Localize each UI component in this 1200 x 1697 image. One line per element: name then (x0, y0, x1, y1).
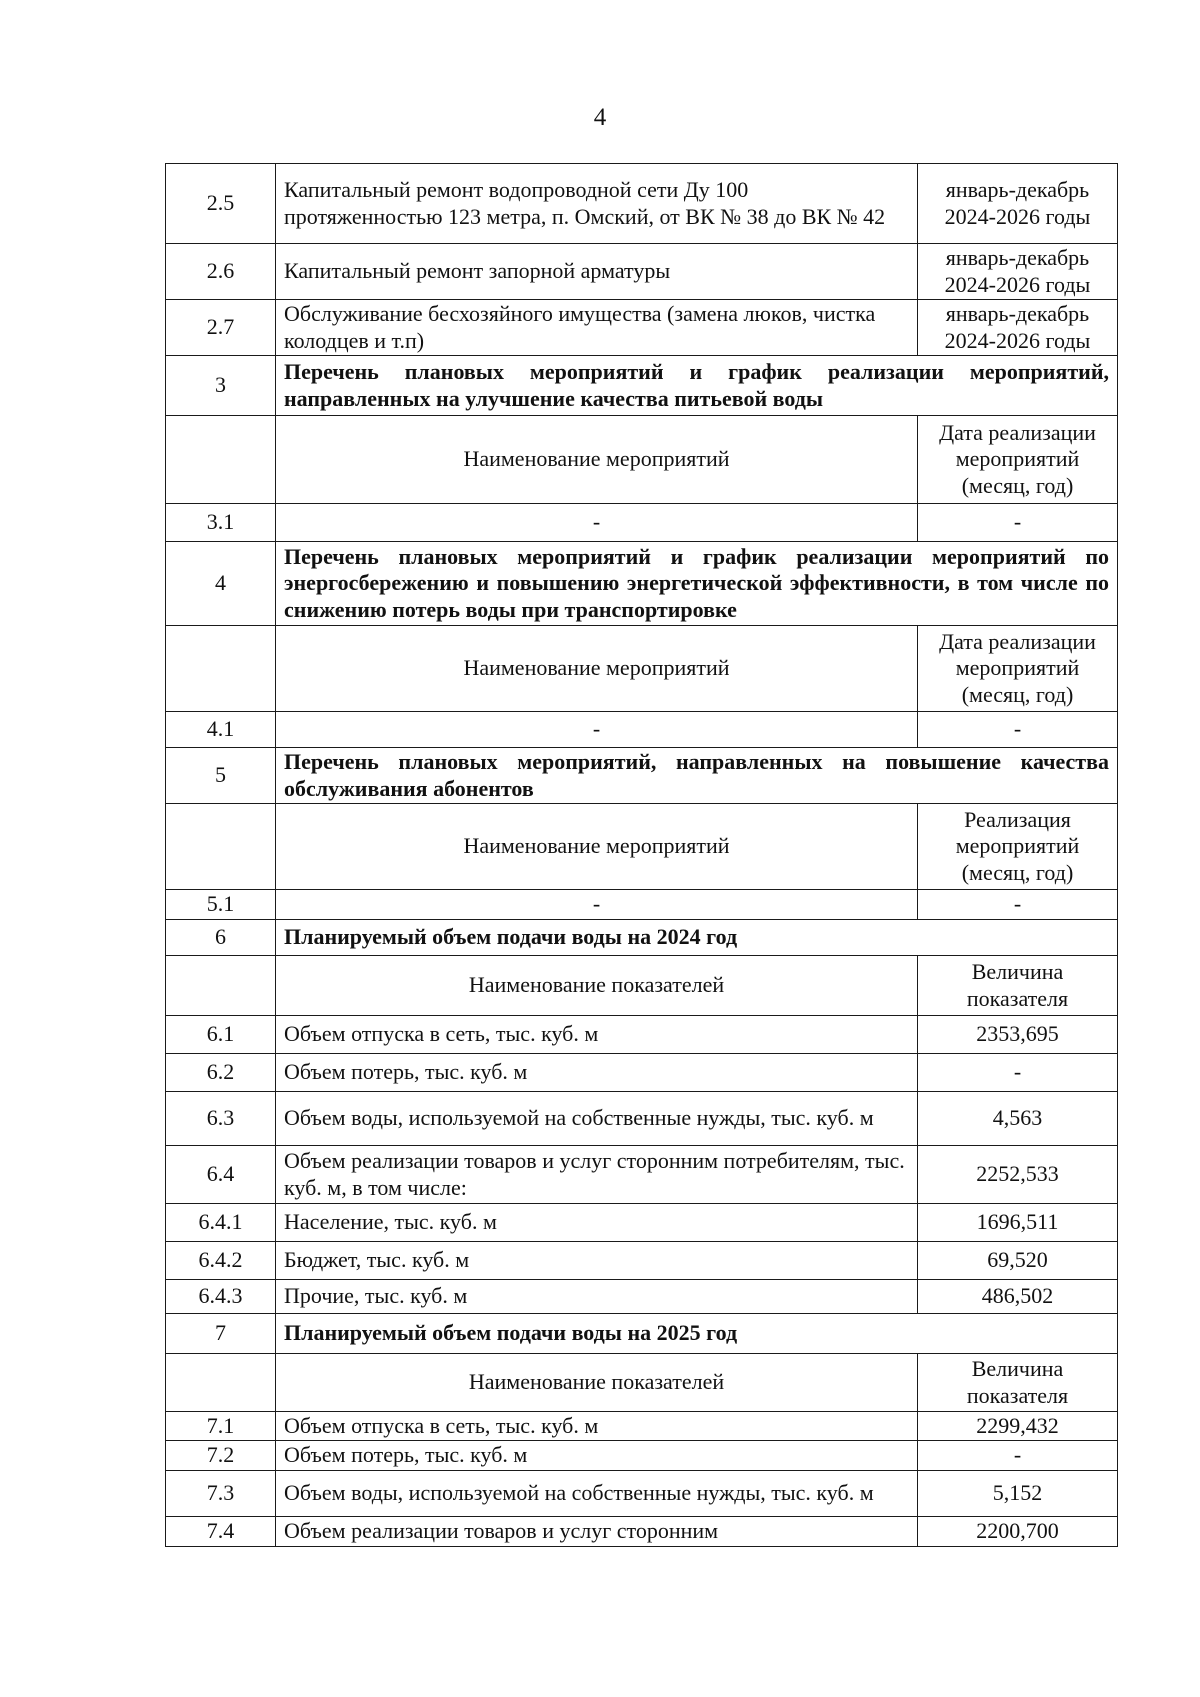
empty-number-cell (166, 956, 276, 1016)
item-name: Капитальный ремонт водопроводной сети Ду 100 протяженностью 123 метра, п. Омский, от ВК № 38 до ВК № 42 (276, 164, 918, 244)
section-number: 4 (166, 542, 276, 626)
column-header-name: Наименование мероприятий (276, 804, 918, 890)
table-row (166, 1054, 1118, 1092)
item-name: Прочие, тыс. куб. м (276, 1280, 918, 1314)
item-number: 6.4.2 (166, 1242, 276, 1280)
item-name: Объем реализации товаров и услуг сторонним (276, 1516, 918, 1546)
section-title: Перечень плановых мероприятий, направленных на повышение качества обслуживания абонентов (276, 748, 1118, 804)
item-value: 1696,511 (918, 1204, 1118, 1242)
item-value: 5,152 (918, 1470, 1118, 1516)
item-name: Капитальный ремонт запорной арматуры (276, 244, 918, 300)
item-value: январь-декабрь 2024-2026 годы (918, 244, 1118, 300)
column-header-row (166, 626, 1118, 712)
item-value: 69,520 (918, 1242, 1118, 1280)
item-name: - (276, 712, 918, 748)
item-name: Объем воды, используемой на собственные нужды, тыс. куб. м (276, 1470, 918, 1516)
table-row (166, 244, 1118, 300)
table-row (166, 1092, 1118, 1146)
table-row (166, 1280, 1118, 1314)
column-header-value: Величина показателя (918, 1354, 1118, 1412)
item-value: январь-декабрь 2024-2026 годы (918, 300, 1118, 356)
item-value: январь-декабрь 2024-2026 годы (918, 164, 1118, 244)
column-header-name: Наименование показателей (276, 1354, 918, 1412)
table-row (166, 1412, 1118, 1441)
item-name: Объем воды, используемой на собственные нужды, тыс. куб. м (276, 1092, 918, 1146)
item-name: Обслуживание бесхозяйного имущества (замена люков, чистка колодцев и т.п) (276, 300, 918, 356)
item-value: 486,502 (918, 1280, 1118, 1314)
item-value: 2200,700 (918, 1516, 1118, 1546)
item-value: 4,563 (918, 1092, 1118, 1146)
column-header-row (166, 804, 1118, 890)
item-name: Бюджет, тыс. куб. м (276, 1242, 918, 1280)
item-number: 2.5 (166, 164, 276, 244)
page-number: 4 (593, 104, 607, 131)
section-number: 3 (166, 356, 276, 416)
column-header-name: Наименование мероприятий (276, 416, 918, 504)
table-body (166, 164, 1118, 1547)
table-row (166, 164, 1118, 244)
section-number: 5 (166, 748, 276, 804)
item-value: - (918, 1054, 1118, 1092)
column-header-name: Наименование мероприятий (276, 626, 918, 712)
section-row (166, 920, 1118, 956)
column-header-row (166, 416, 1118, 504)
item-name: Объем потерь, тыс. куб. м (276, 1441, 918, 1470)
table-row (166, 1146, 1118, 1204)
item-name: Объем отпуска в сеть, тыс. куб. м (276, 1412, 918, 1441)
item-name: Объем реализации товаров и услуг сторонним потребителям, тыс. куб. м, в том числе: (276, 1146, 918, 1204)
item-name: - (276, 504, 918, 542)
item-number: 4.1 (166, 712, 276, 748)
item-number: 6.3 (166, 1092, 276, 1146)
section-row (166, 748, 1118, 804)
table-row (166, 1204, 1118, 1242)
item-value: 2299,432 (918, 1412, 1118, 1441)
section-title: Планируемый объем подачи воды на 2025 год (276, 1314, 1118, 1354)
item-name: Население, тыс. куб. м (276, 1204, 918, 1242)
table-row (166, 1441, 1118, 1470)
item-number: 5.1 (166, 890, 276, 920)
section-row (166, 1314, 1118, 1354)
item-name: Объем потерь, тыс. куб. м (276, 1054, 918, 1092)
item-number: 2.7 (166, 300, 276, 356)
item-number: 6.4.1 (166, 1204, 276, 1242)
column-header-row (166, 956, 1118, 1016)
section-title: Планируемый объем подачи воды на 2024 год (276, 920, 1118, 956)
empty-number-cell (166, 1354, 276, 1412)
item-name: - (276, 890, 918, 920)
column-header-value: Дата реализации мероприятий (месяц, год) (918, 416, 1118, 504)
column-header-value: Дата реализации мероприятий (месяц, год) (918, 626, 1118, 712)
column-header-row (166, 1354, 1118, 1412)
item-number: 7.1 (166, 1412, 276, 1441)
item-number: 7.2 (166, 1441, 276, 1470)
item-number: 6.1 (166, 1016, 276, 1054)
table-row (166, 1516, 1118, 1546)
item-value: - (918, 1441, 1118, 1470)
table-row (166, 712, 1118, 748)
item-number: 2.6 (166, 244, 276, 300)
table-row (166, 1470, 1118, 1516)
column-header-value: Величина показателя (918, 956, 1118, 1016)
item-value: 2252,533 (918, 1146, 1118, 1204)
column-header-name: Наименование показателей (276, 956, 918, 1016)
column-header-value: Реализация мероприятий (месяц, год) (918, 804, 1118, 890)
item-name: Объем отпуска в сеть, тыс. куб. м (276, 1016, 918, 1054)
table-row (166, 1242, 1118, 1280)
item-number: 7.4 (166, 1516, 276, 1546)
table-row (166, 1016, 1118, 1054)
item-value: - (918, 712, 1118, 748)
table-row (166, 504, 1118, 542)
item-number: 3.1 (166, 504, 276, 542)
item-number: 6.4 (166, 1146, 276, 1204)
item-value: - (918, 890, 1118, 920)
table-row (166, 300, 1118, 356)
item-number: 6.4.3 (166, 1280, 276, 1314)
empty-number-cell (166, 804, 276, 890)
section-row (166, 356, 1118, 416)
section-number: 6 (166, 920, 276, 956)
section-row (166, 542, 1118, 626)
section-title: Перечень плановых мероприятий и график реализации мероприятий по энергосбережению и повышению энергетической эффективности, в том числе по снижению потерь воды при транспортировке (276, 542, 1118, 626)
item-value: 2353,695 (918, 1016, 1118, 1054)
item-value: - (918, 504, 1118, 542)
item-number: 7.3 (166, 1470, 276, 1516)
table-row (166, 890, 1118, 920)
section-title: Перечень плановых мероприятий и график реализации мероприятий, направленных на улучшение качества питьевой воды (276, 356, 1118, 416)
measures-table (165, 163, 1118, 1547)
item-number: 6.2 (166, 1054, 276, 1092)
empty-number-cell (166, 416, 276, 504)
section-number: 7 (166, 1314, 276, 1354)
empty-number-cell (166, 626, 276, 712)
